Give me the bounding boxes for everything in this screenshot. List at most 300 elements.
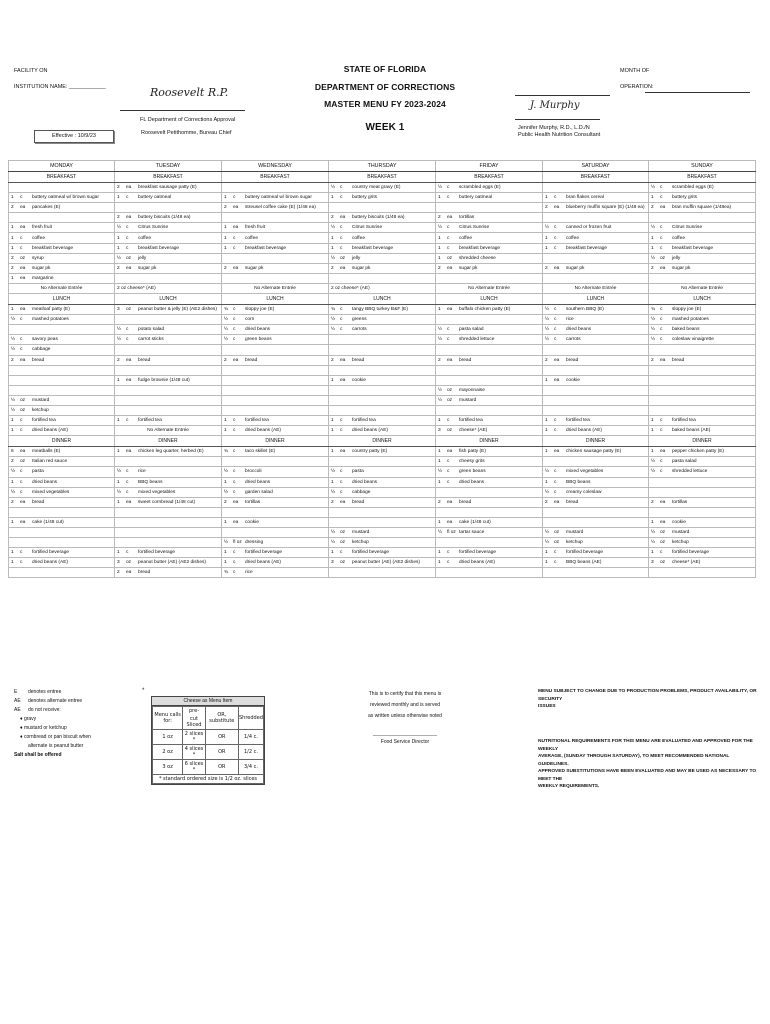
menu-cell: ½ c green beans <box>222 335 329 345</box>
title-state: STATE OF FLORIDA <box>343 64 427 74</box>
menu-cell <box>222 457 329 467</box>
menu-cell: 1 c fortified tea <box>649 416 756 426</box>
operation-line <box>645 92 750 93</box>
menu-cell: 1 c fortified beverage <box>543 548 649 558</box>
nutrition-line-2: AVERAGE, (SUNDAY THROUGH SATURDAY), TO MEET RECOMMENDED NATIONAL GUIDELINES. <box>538 754 730 767</box>
menu-cell: 1 ea buffalo chicken patty (E) <box>436 305 543 315</box>
menu-cell: 1 ea cookie <box>649 517 756 527</box>
effective-date: Effective : 10/9/23 <box>52 133 96 139</box>
menu-cell: 1 c coffee <box>329 233 436 243</box>
menu-cell: ¾ c taco skillet (E) <box>222 447 329 457</box>
menu-cell <box>329 568 436 578</box>
menu-cell: ¾ c tangy BBQ turkey B&F (E) <box>329 305 436 315</box>
menu-cell: 2 ea sugar pk <box>9 263 115 273</box>
menu-cell: ½ c rice <box>543 315 649 325</box>
menu-cell <box>329 405 436 415</box>
effective-box <box>34 130 114 143</box>
lunch-row <box>9 315 756 325</box>
menu-cell: 2 ea bread <box>115 568 222 578</box>
menu-cell: 2 ea bread <box>543 497 649 507</box>
menu-cell: 1 ea cookie <box>222 517 329 527</box>
menu-cell <box>436 487 543 497</box>
breakfast-row <box>9 203 756 213</box>
legend-ae-note: AE do not receive: <box>14 707 61 713</box>
cheese-col-or: OR, substitute <box>205 707 238 730</box>
menu-cell: 1 c dried beans <box>222 477 329 487</box>
menu-cell: ½ c savory peas <box>9 335 115 345</box>
menu-cell: 2 ea bread <box>329 355 436 365</box>
menu-cell: 2 ea bread <box>9 497 115 507</box>
menu-cell: ½ c green beans <box>436 467 543 477</box>
menu-cell: ½ c creamy coleslaw <box>543 487 649 497</box>
menu-cell: 1 c bran flakes cereal <box>543 193 649 203</box>
menu-cell: 1 ea country patty (E) <box>329 447 436 457</box>
breakfast-alt-cell: No Alternate Entrée <box>9 283 115 293</box>
legend-bullet-1: ♦ gravy <box>20 716 37 722</box>
menu-cell: No Alternate Entrée <box>115 426 222 436</box>
menu-cell: ½ c scrambled eggs (E) <box>436 183 543 193</box>
cheese-cell: OR <box>205 730 238 745</box>
breakfast-header-monday: BREAKFAST <box>9 172 115 183</box>
menu-cell: 2 ea blueberry muffin square (E) (1/48 ea) <box>543 203 649 213</box>
cheese-cell: 1/2 c. <box>238 745 263 760</box>
menu-cell: 1 c buttery oatmeal w/ brown sugar <box>222 193 329 203</box>
approval-left: FL Department of Corrections Approval <box>140 117 236 123</box>
menu-cell <box>115 273 222 283</box>
menu-cell: ½ c pasta salad <box>649 457 756 467</box>
dinner-row <box>9 467 756 477</box>
lunch-row <box>9 385 756 395</box>
menu-cell: 1 ea sweet cornbread (1/48 cut) <box>115 497 222 507</box>
menu-cell <box>222 345 329 355</box>
menu-cell: ½ c Citrus Sunrise <box>649 223 756 233</box>
menu-cell <box>543 345 649 355</box>
menu-cell <box>9 365 115 375</box>
menu-cell: ½ oz mustard <box>649 528 756 538</box>
dinner-row <box>9 517 756 527</box>
menu-cell: ½ oz mustard <box>543 528 649 538</box>
lunch-row <box>9 355 756 365</box>
menu-cell: 2 oz Italian red sauce <box>9 457 115 467</box>
menu-cell: 1 c dried beans <box>329 477 436 487</box>
menu-cell <box>543 405 649 415</box>
nutrition-line-3: APPROVED SUBSTITUTIONS HAVE BEEN EVALUATED AND MAY BE USED AS NECESSARY TO MEET THE <box>538 769 757 782</box>
dinner-header-saturday: DINNER <box>543 436 649 447</box>
menu-cell: 1 c breakfast beverage <box>329 243 436 253</box>
breakfast-row <box>9 243 756 253</box>
menu-cell <box>649 385 756 395</box>
menu-cell: 2 ea bread <box>329 497 436 507</box>
menu-cell <box>115 365 222 375</box>
director-label: Food Service Director <box>380 739 430 745</box>
menu-cell: 2 ea sugar pk <box>543 263 649 273</box>
menu-cell <box>115 457 222 467</box>
menu-cell <box>329 203 436 213</box>
menu-cell: ½ c scrambled eggs (E) <box>649 183 756 193</box>
menu-cell: ½ c broccoli <box>222 467 329 477</box>
menu-cell: ½ oz mustard <box>9 395 115 405</box>
menu-cell: ½ c shredded lettuce <box>436 335 543 345</box>
menu-cell <box>222 253 329 263</box>
certify-line-1: This is to certify that this menu is <box>368 691 442 697</box>
menu-cell: 1 c buttery grits <box>649 193 756 203</box>
dinner-row <box>9 507 756 517</box>
menu-cell <box>543 213 649 223</box>
menu-cell <box>9 213 115 223</box>
menu-cell: 1 c fortified tea <box>436 416 543 426</box>
breakfast-alt-row <box>9 283 756 293</box>
menu-cell <box>222 183 329 193</box>
menu-cell <box>9 528 115 538</box>
cheese-cell: 6 slices * <box>184 761 204 773</box>
facility-label: FACILITY ON <box>14 68 48 74</box>
breakfast-alt-cell: 2 oz cheese* (AE) <box>115 283 222 293</box>
breakfast-header-row <box>9 172 756 183</box>
menu-cell <box>649 395 756 405</box>
menu-cell: ½ c mashed potatoes <box>9 315 115 325</box>
menu-cell: 2 ea sugar pk <box>329 263 436 273</box>
menu-cell: 2 ea tortillas <box>649 497 756 507</box>
menu-cell: 1 ea chicken leg quarter, herbed (E) <box>115 447 222 457</box>
menu-cell <box>115 507 222 517</box>
dinner-row <box>9 568 756 578</box>
menu-cell: 1 c fortified tea <box>9 416 115 426</box>
breakfast-alt-cell: No Alternate Entrée <box>543 283 649 293</box>
cheese-table-box <box>151 696 265 785</box>
menu-cell <box>543 517 649 527</box>
menu-cell: 1 c breakfast beverage <box>543 243 649 253</box>
menu-cell: ½ c pasta <box>329 467 436 477</box>
menu-cell <box>649 345 756 355</box>
menu-cell: 1 c coffee <box>222 233 329 243</box>
dinner-header-friday: DINNER <box>436 436 543 447</box>
lunch-header-sunday: LUNCH <box>649 294 756 305</box>
menu-cell: 2 ea bread <box>649 355 756 365</box>
menu-cell: 2 ea tortillas <box>222 497 329 507</box>
menu-cell: 2 ea sugar pk <box>222 263 329 273</box>
menu-cell: 1 c coffee <box>649 233 756 243</box>
menu-cell: ½ c cabbage <box>329 487 436 497</box>
dinner-row <box>9 447 756 457</box>
legend-bullet-2: ♦ mustard or ketchup <box>20 725 67 731</box>
title-week: WEEK 1 <box>365 122 405 133</box>
breakfast-row <box>9 233 756 243</box>
menu-cell: ¾ c sloppy joe (E) <box>649 305 756 315</box>
cheese-note: * standard ordered size is 1/2 oz. slices <box>153 775 264 784</box>
menu-cell: 1 ea chicken sausage patty (E) <box>543 447 649 457</box>
menu-cell <box>329 365 436 375</box>
breakfast-row <box>9 193 756 203</box>
day-header-friday: FRIDAY <box>436 161 543 172</box>
lunch-header-friday: LUNCH <box>436 294 543 305</box>
menu-cell: 1 ea cookie <box>543 375 649 385</box>
menu-cell <box>436 345 543 355</box>
breakfast-header-sunday: BREAKFAST <box>649 172 756 183</box>
menu-cell: 2 ea buttery biscuits (1/48 ea) <box>329 213 436 223</box>
lunch-row <box>9 375 756 385</box>
menu-cell <box>649 487 756 497</box>
breakfast-row <box>9 273 756 283</box>
breakfast-alt-cell: 2 oz cheese* (AE) <box>329 283 436 293</box>
cheese-cell: OR <box>205 760 238 775</box>
menu-cell: ½ c country meat gravy (E) <box>329 183 436 193</box>
cheese-row <box>153 760 264 775</box>
day-header-saturday: SATURDAY <box>543 161 649 172</box>
menu-cell: ½ c baked beans <box>649 325 756 335</box>
menu-cell: 2 ea bran muffin square (1/48ea) <box>649 203 756 213</box>
cheese-title: Cheese as Menu Item <box>152 697 264 706</box>
menu-cell: ½ c canned or frozen fruit <box>543 223 649 233</box>
menu-cell <box>649 273 756 283</box>
menu-cell: 1 c dried beans (AE) <box>222 426 329 436</box>
dinner-header-tuesday: DINNER <box>115 436 222 447</box>
breakfast-row <box>9 213 756 223</box>
signature-line-right <box>515 119 600 120</box>
menu-cell: ½ oz ketchup <box>329 538 436 548</box>
approver-right-name: Jennifer Murphy, R.D., L.D./N <box>518 125 590 131</box>
menu-cell: ½ c mashed potatoes <box>649 315 756 325</box>
nutrition-note <box>538 738 758 791</box>
dinner-row <box>9 558 756 568</box>
lunch-row <box>9 345 756 355</box>
menu-cell: 1 c buttery oatmeal w/ brown sugar <box>9 193 115 203</box>
nutrition-line-1: NUTRITIONAL REQUIREMENTS FOR THIS MENU ARE EVALUATED AND APPROVED FOR THE WEEKLY <box>538 739 753 752</box>
subject-to-change <box>538 688 758 711</box>
menu-cell: 1 c breakfast beverage <box>649 243 756 253</box>
menu-cell: 1 c fortified tea <box>222 416 329 426</box>
menu-cell: ½ c pasta salad <box>436 325 543 335</box>
menu-cell: 2 ea bread <box>436 497 543 507</box>
menu-cell: ¾ c sloppy joe (E) <box>222 305 329 315</box>
menu-cell: 1 c dried beans (AE) <box>222 558 329 568</box>
menu-cell <box>222 395 329 405</box>
menu-cell: ½ c shredded lettuce <box>649 467 756 477</box>
breakfast-row <box>9 183 756 193</box>
menu-cell: 1 c fortified beverage <box>222 548 329 558</box>
dinner-row <box>9 477 756 487</box>
menu-cell: 1 ea cake (1/48 cut) <box>436 517 543 527</box>
menu-cell <box>543 253 649 263</box>
legend-bullet-3: ♦ cornbread or pan biscuit when <box>20 734 91 740</box>
dinner-header-row <box>9 436 756 447</box>
dinner-row <box>9 528 756 538</box>
menu-cell <box>115 405 222 415</box>
lunch-row <box>9 305 756 315</box>
breakfast-header-wednesday: BREAKFAST <box>222 172 329 183</box>
menu-cell: 1 c fortified beverage <box>115 548 222 558</box>
menu-cell <box>543 273 649 283</box>
cheese-asterisk: * <box>142 688 145 694</box>
menu-cell: ½ c dried beans <box>222 325 329 335</box>
lunch-header-wednesday: LUNCH <box>222 294 329 305</box>
day-header-wednesday: WEDNESDAY <box>222 161 329 172</box>
certify-line-2: reviewed monthly and is served <box>369 702 441 708</box>
lunch-row <box>9 405 756 415</box>
menu-cell: ½ c mixed vegetables <box>115 487 222 497</box>
menu-cell: 1 c dried beans (AE) <box>9 558 115 568</box>
menu-cell: 3 oz peanut butter (AE) (AE2 dishes) <box>115 558 222 568</box>
menu-cell <box>329 273 436 283</box>
menu-cell: 1 c coffee <box>9 233 115 243</box>
menu-cell: 1 ea meatloaf patty (E) <box>9 305 115 315</box>
menu-cell: 6 ea meatballs (E) <box>9 447 115 457</box>
menu-cell <box>543 568 649 578</box>
menu-cell: ½ c Citrus Sunrise <box>436 223 543 233</box>
day-header-monday: MONDAY <box>9 161 115 172</box>
lunch-row <box>9 395 756 405</box>
menu-cell: 1 ea fish patty (E) <box>436 447 543 457</box>
menu-cell <box>436 315 543 325</box>
breakfast-header-thursday: BREAKFAST <box>329 172 436 183</box>
menu-cell: ½ c mixed vegetables <box>543 467 649 477</box>
menu-cell: 1 c dried beans (AE) <box>543 426 649 436</box>
menu-cell <box>9 538 115 548</box>
signature-line-left <box>120 110 245 111</box>
menu-cell: ½ fl oz dressing <box>222 538 329 548</box>
menu-cell: ½ c greens <box>329 315 436 325</box>
cheese-row <box>153 745 264 760</box>
dinner-row <box>9 538 756 548</box>
day-header-row <box>9 161 756 172</box>
breakfast-row <box>9 253 756 263</box>
menu-cell: 1 ea fudge brownie (1/48 cut) <box>115 375 222 385</box>
legend-bullet-3b: alternate is peanut butter <box>28 743 84 749</box>
day-header-sunday: SUNDAY <box>649 161 756 172</box>
menu-cell: ½ c Citrus Sunrise <box>329 223 436 233</box>
menu-cell: ½ c garden salad <box>222 487 329 497</box>
menu-cell <box>222 213 329 223</box>
menu-cell: 2 ea bread <box>9 355 115 365</box>
menu-cell: ½ oz mayonnaise <box>436 385 543 395</box>
signature-left: Roosevelt R.P. <box>150 86 229 99</box>
menu-cell: ½ oz mustard <box>436 395 543 405</box>
lunch-row <box>9 365 756 375</box>
menu-cell <box>222 375 329 385</box>
menu-cell: ½ c pasta <box>9 467 115 477</box>
menu-cell <box>436 538 543 548</box>
lunch-row <box>9 426 756 436</box>
menu-cell <box>222 528 329 538</box>
menu-cell: ½ oz ketchup <box>543 538 649 548</box>
legend <box>14 688 134 760</box>
menu-cell <box>222 365 329 375</box>
cheese-cell: 1/4 c. <box>238 730 263 745</box>
title-master-menu: MASTER MENU FY 2023-2024 <box>324 99 446 109</box>
certify-line-3: as written unless otherwise noted <box>368 713 442 719</box>
menu-cell <box>649 405 756 415</box>
certify-block <box>345 690 465 746</box>
menu-cell <box>436 365 543 375</box>
menu-cell: 3 oz peanut butter (AE) (AE2 dishes) <box>329 558 436 568</box>
signature-right: J. Murphy <box>530 100 580 111</box>
title-department: DEPARTMENT OF CORRECTIONS <box>314 82 456 92</box>
lunch-header-monday: LUNCH <box>9 294 115 305</box>
lunch-header-row <box>9 294 756 305</box>
menu-cell <box>115 203 222 213</box>
cheese-cell: 4 slices * <box>184 746 204 758</box>
menu-cell <box>436 375 543 385</box>
menu-cell: 1 c breakfast beverage <box>115 243 222 253</box>
day-header-tuesday: TUESDAY <box>115 161 222 172</box>
menu-cell <box>649 365 756 375</box>
menu-cell: 1 c cheesy grits <box>436 457 543 467</box>
menu-cell: 1 c breakfast beverage <box>436 243 543 253</box>
menu-cell: 2 ea tortillas <box>436 213 543 223</box>
operation-label: OPERATION: <box>620 84 654 90</box>
menu-cell <box>115 528 222 538</box>
dinner-row <box>9 457 756 467</box>
menu-cell: 1 c coffee <box>543 233 649 243</box>
menu-cell <box>649 477 756 487</box>
menu-cell <box>115 385 222 395</box>
menu-cell: 3 oz cheese* (AE) <box>436 426 543 436</box>
menu-cell <box>115 395 222 405</box>
menu-cell: 2 ea bread <box>543 355 649 365</box>
menu-cell: 1 c breakfast beverage <box>9 243 115 253</box>
menu-cell: 2 ea breakfast sausage patty (E) <box>115 183 222 193</box>
menu-cell: 1 c fortified beverage <box>649 548 756 558</box>
director-sign-line: _______________________ <box>373 731 437 737</box>
menu-cell: 1 ea cake (1/48 cut) <box>9 517 115 527</box>
menu-cell: ½ oz ketchup <box>649 538 756 548</box>
cheese-col-calls: Menu calls for: <box>153 707 183 730</box>
cheese-table <box>152 706 264 784</box>
menu-cell: 1 c dried beans (AE) <box>329 426 436 436</box>
menu-cell <box>543 365 649 375</box>
lunch-row <box>9 335 756 345</box>
menu-cell <box>436 568 543 578</box>
cheese-sub1: pre- <box>183 707 205 716</box>
menu-cell <box>436 405 543 415</box>
cheese-cell: 3/4 c. <box>238 760 263 775</box>
menu-cell <box>9 325 115 335</box>
cheese-cell: OR <box>205 745 238 760</box>
menu-cell: 1 c buttery oatmeal <box>115 193 222 203</box>
menu-cell: 1 c fortified beverage <box>9 548 115 558</box>
menu-cell <box>329 457 436 467</box>
menu-cell: 2 ea bread <box>115 355 222 365</box>
menu-cell <box>649 375 756 385</box>
menu-cell: 1 c fortified tea <box>115 416 222 426</box>
cheese-row <box>153 730 264 745</box>
menu-cell <box>222 507 329 517</box>
dinner-row <box>9 487 756 497</box>
menu-cell: 2 ea sugar pk <box>115 263 222 273</box>
menu-cell: 2 ea sugar pk <box>436 263 543 273</box>
month-label: MONTH OF <box>620 68 650 74</box>
menu-cell: 1 c buttery grits <box>329 193 436 203</box>
dinner-header-thursday: DINNER <box>329 436 436 447</box>
menu-cell <box>9 507 115 517</box>
menu-cell: ½ oz jelly <box>115 253 222 263</box>
dinner-header-sunday: DINNER <box>649 436 756 447</box>
breakfast-header-saturday: BREAKFAST <box>543 172 649 183</box>
menu-cell <box>329 385 436 395</box>
menu-cell: ¾ c rice <box>222 568 329 578</box>
cheese-col-sliced: cut Sliced <box>183 715 205 730</box>
breakfast-alt-cell: No Alternate Entrée <box>222 283 329 293</box>
institution-label: INSTITUTION NAME: ____________ <box>14 84 106 90</box>
lunch-header-saturday: LUNCH <box>543 294 649 305</box>
menu-cell: 2 ea bread <box>436 355 543 365</box>
menu-cell: ½ c cabbage <box>9 345 115 355</box>
menu-cell <box>115 538 222 548</box>
cheese-cell: 2 oz <box>153 745 183 760</box>
approver-right-title: Public Health Nutrition Consultant <box>518 132 601 138</box>
menu-cell <box>436 273 543 283</box>
menu-cell: 1 c breakfast beverage <box>222 243 329 253</box>
cheese-cell: 3 oz <box>153 760 183 775</box>
